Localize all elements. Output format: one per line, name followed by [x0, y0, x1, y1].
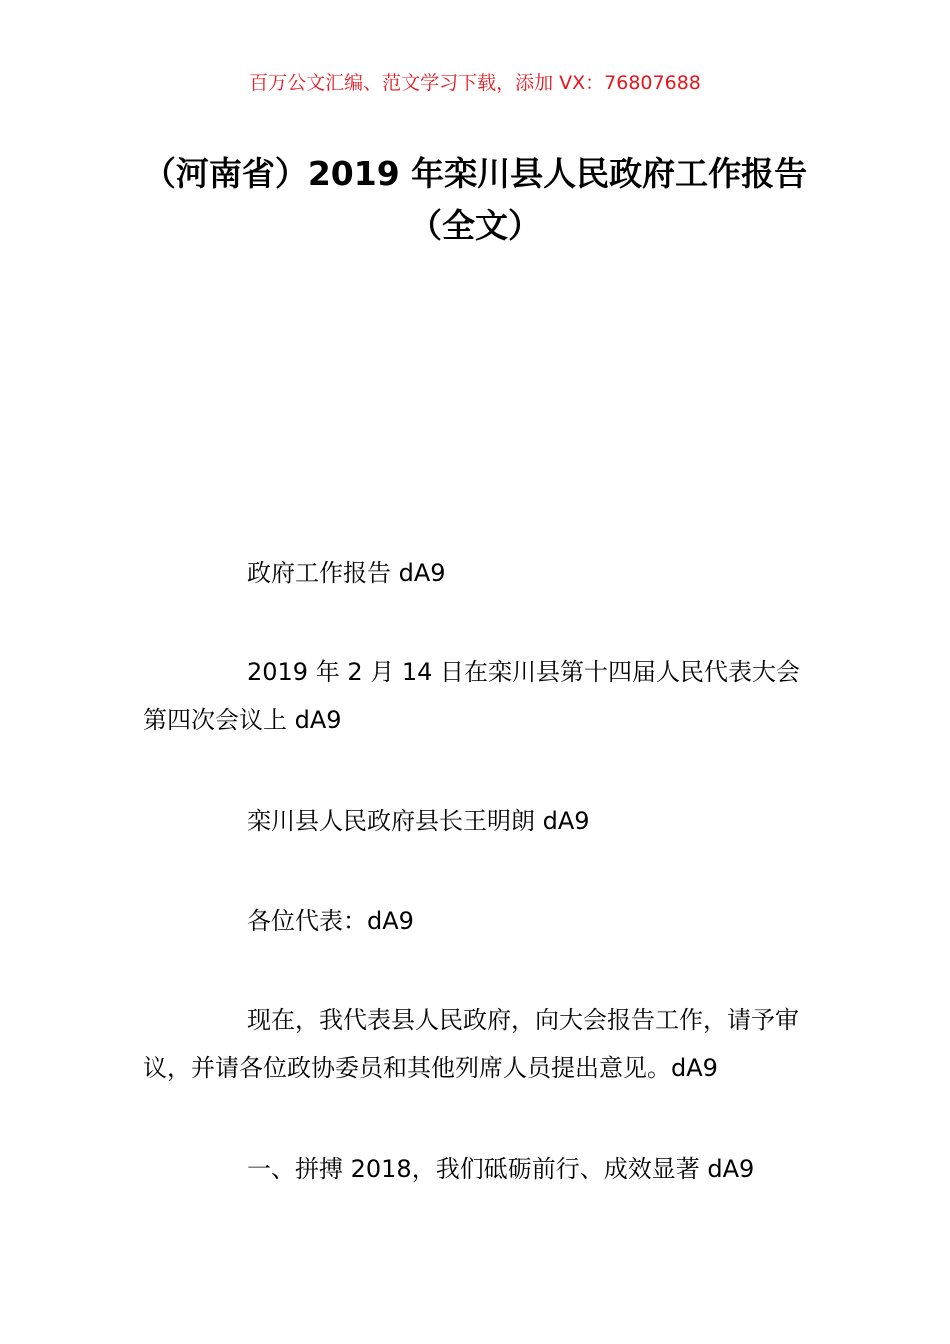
document-title: （河南省）2019 年栾川县人民政府工作报告（全文） [142, 154, 808, 245]
paragraph-speaker: 栾川县人民政府县长王明朗 dA9 [247, 807, 590, 835]
paragraph-meeting-info: 2019 年 2 月 14 日在栾川县第十四届人民代表大会第四次会议上 dA9 [143, 658, 801, 734]
paragraph-salutation: 各位代表：dA9 [247, 907, 414, 935]
promo-banner: 百万公文汇编、范文学习下载，添加 VX：76807688 [249, 72, 701, 94]
section-heading-one: 一、拼搏 2018，我们砥砺前行、成效显著 dA9 [247, 1155, 755, 1183]
paragraph-report-heading: 政府工作报告 dA9 [247, 559, 446, 587]
paragraph-intro: 现在，我代表县人民政府，向大会报告工作，请予审议，并请各位政协委员和其他列席人员提出意见。dA9 [143, 1006, 799, 1082]
